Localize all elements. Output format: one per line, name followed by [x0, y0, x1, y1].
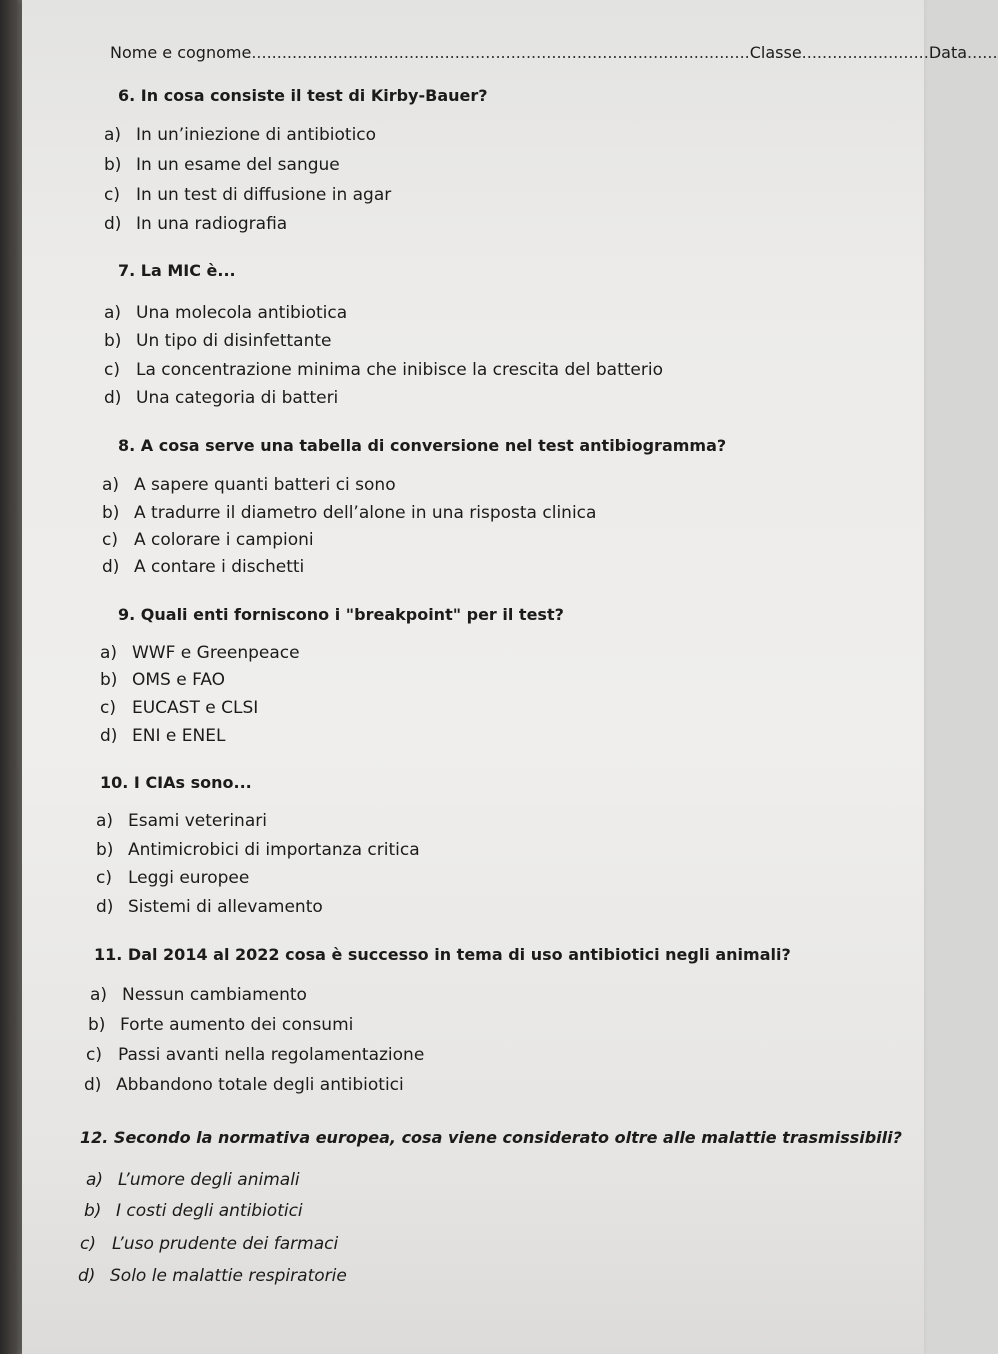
q10-option-b: [96, 840, 420, 860]
option-text: La concentrazione minima che inibisce la crescita del batterio: [136, 360, 663, 380]
q6-option-d: [104, 214, 287, 234]
option-text: In una radiografia: [136, 214, 288, 234]
q11-option-c: [86, 1045, 424, 1065]
option-letter: d): [100, 726, 118, 746]
option-letter: d): [84, 1075, 102, 1095]
q7-option-c: [104, 360, 663, 380]
q9-option-d: [100, 726, 225, 746]
q12-option-c: [80, 1234, 338, 1254]
question-9: 9. Quali enti forniscono i "breakpoint" per il test?: [118, 605, 564, 624]
question-10: 10. I CIAs sono...: [100, 773, 252, 792]
option-text: I costi degli antibiotici: [116, 1201, 303, 1221]
option-letter: c): [102, 530, 118, 550]
option-text: L’umore degli animali: [118, 1170, 300, 1190]
option-letter: d): [78, 1266, 96, 1286]
option-text: In un esame del sangue: [136, 155, 340, 175]
class-label: Classe: [749, 43, 802, 62]
option-letter: b): [100, 670, 118, 690]
option-letter: c): [100, 698, 116, 718]
option-letter: a): [100, 643, 118, 663]
q7-option-a: [104, 303, 347, 323]
option-letter: d): [102, 557, 120, 577]
option-text: Forte aumento dei consumi: [120, 1015, 354, 1035]
option-letter: c): [86, 1045, 102, 1065]
name-field: ..................................................................................................: [251, 43, 750, 62]
date-label: Data: [928, 43, 968, 62]
option-letter: b): [84, 1201, 102, 1221]
option-text: Nessun cambiamento: [122, 985, 307, 1005]
option-letter: d): [104, 214, 122, 234]
q9-option-a: [100, 643, 300, 663]
option-text: Esami veterinari: [128, 811, 267, 831]
q12-option-a: [86, 1170, 300, 1190]
option-text: OMS e FAO: [132, 670, 226, 690]
q9-option-c: [100, 698, 258, 718]
option-letter: a): [96, 811, 114, 831]
option-text: A contare i dischetti: [134, 557, 305, 577]
option-letter: c): [80, 1234, 96, 1254]
q6-option-a: [104, 125, 376, 145]
option-text: Passi avanti nella regolamentazione: [118, 1045, 425, 1065]
option-text: ENI e ENEL: [132, 726, 226, 746]
question-6: 6. In cosa consiste il test di Kirby-Bauer?: [118, 86, 488, 105]
q12-option-d: [78, 1266, 347, 1286]
q8-option-a: [102, 475, 396, 495]
option-text: A colorare i campioni: [134, 530, 314, 550]
class-field: .........................: [801, 43, 929, 62]
option-letter: b): [104, 331, 122, 351]
q12-option-b: [84, 1201, 303, 1221]
q10-option-c: [96, 868, 249, 888]
option-letter: c): [104, 185, 120, 205]
option-letter: a): [86, 1170, 104, 1190]
option-letter: c): [104, 360, 120, 380]
q7-option-d: [104, 388, 338, 408]
option-letter: b): [104, 155, 122, 175]
option-text: A tradurre il diametro dell’alone in una risposta clinica: [134, 503, 597, 523]
option-text: Solo le malattie respiratorie: [110, 1266, 347, 1286]
q8-option-d: [102, 557, 304, 577]
q6-option-b: [104, 155, 340, 175]
option-letter: b): [102, 503, 120, 523]
option-text: Una categoria di batteri: [136, 388, 339, 408]
option-text: Un tipo di disinfettante: [136, 331, 332, 351]
option-text: In un test di diffusione in agar: [136, 185, 392, 205]
q8-option-b: [102, 503, 596, 523]
question-8: 8. A cosa serve una tabella di conversione nel test antibiogramma?: [118, 436, 727, 455]
question-7: 7. La MIC è...: [118, 261, 236, 280]
option-letter: a): [90, 985, 108, 1005]
question-11: 11. Dal 2014 al 2022 cosa è successo in tema di uso antibiotici negli animali?: [94, 945, 791, 964]
option-text: Antimicrobici di importanza critica: [128, 840, 420, 860]
q11-option-d: [84, 1075, 404, 1095]
option-text: WWF e Greenpeace: [132, 643, 300, 663]
option-text: Leggi europee: [128, 868, 250, 888]
option-letter: d): [104, 388, 122, 408]
q6-option-c: [104, 185, 391, 205]
option-text: EUCAST e CLSI: [132, 698, 259, 718]
option-letter: a): [102, 475, 120, 495]
option-letter: b): [88, 1015, 106, 1035]
q11-option-a: [90, 985, 307, 1005]
option-letter: b): [96, 840, 114, 860]
option-letter: a): [104, 303, 122, 323]
q10-option-a: [96, 811, 267, 831]
q7-option-b: [104, 331, 331, 351]
option-text: A sapere quanti batteri ci sono: [134, 475, 396, 495]
option-text: In un’iniezione di antibiotico: [136, 125, 377, 145]
option-text: Sistemi di allevamento: [128, 897, 323, 917]
q9-option-b: [100, 670, 225, 690]
q11-option-b: [88, 1015, 353, 1035]
option-text: Abbandono totale degli antibiotici: [116, 1075, 404, 1095]
option-letter: c): [96, 868, 112, 888]
question-12: 12. Secondo la normativa europea, cosa viene considerato oltre alle malattie trasmissibili?: [80, 1128, 902, 1147]
q8-option-c: [102, 530, 314, 550]
option-letter: a): [104, 125, 122, 145]
date-field: ......: [967, 43, 998, 62]
option-text: L’uso prudente dei farmaci: [112, 1234, 339, 1254]
option-letter: d): [96, 897, 114, 917]
name-label: Nome e cognome: [110, 43, 252, 62]
option-text: Una molecola antibiotica: [136, 303, 348, 323]
q10-option-d: [96, 897, 323, 917]
header-line: [110, 43, 998, 62]
